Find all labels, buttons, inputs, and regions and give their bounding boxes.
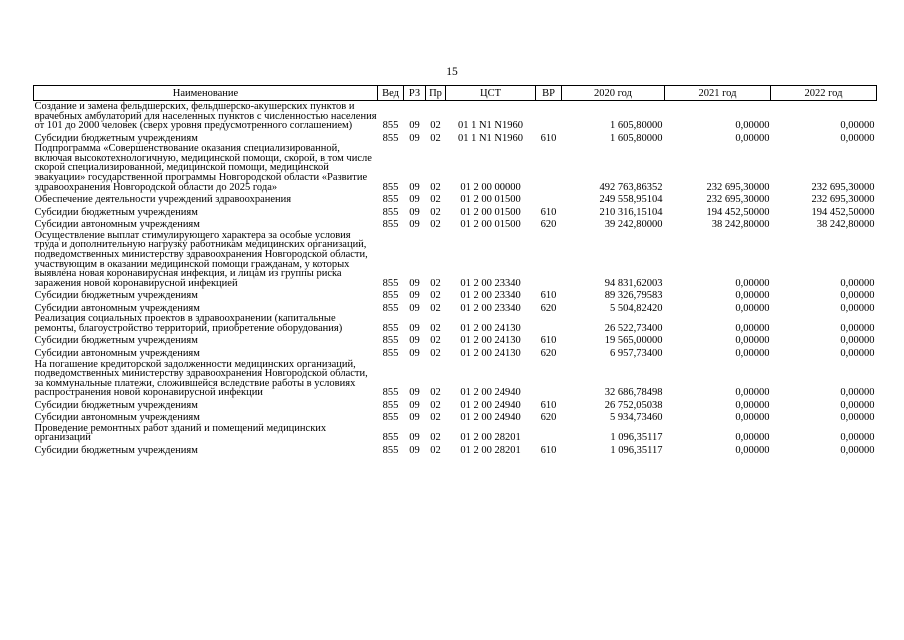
table-row (34, 313, 877, 333)
table-row (34, 443, 877, 456)
row-cst: 01 1 N1 N1960 (457, 132, 524, 144)
row-rz: 09 (409, 302, 420, 314)
row-vr (536, 359, 562, 398)
row-2020: 1 605,80000 (610, 132, 663, 144)
row-2020: 5 504,82420 (610, 302, 663, 314)
table-row (34, 217, 877, 230)
row-2020: 6 957,73400 (610, 347, 663, 359)
row-pr: 02 (430, 302, 441, 314)
row-2022: 0,00000 (840, 444, 875, 456)
page-number: 15 (446, 66, 458, 78)
row-vr (536, 230, 562, 289)
row-2020: 89 326,79583 (604, 290, 663, 302)
row-ved: 855 (382, 322, 399, 334)
row-name: Подпрограмма «Совершенствование оказания специализированной, включая высокотехнологичную, медицинской помощи, скорой, в том числе скорой специализированной, медицинской помощи, медицинской эвакуации» государственной программы Новгородской области «Развитие здравоохранения Новгородской области до 2025 года» (34, 143, 372, 193)
row-rz: 09 (409, 399, 420, 411)
row-name: На погашение кредиторской задолженности медицинских организаций, подведомственных министерству здравоохранения Новгородской области, за коммунальные платежи, сложившейся вследствие работы в условиях распространения новой коронавирусной инфекции (34, 358, 368, 399)
table-row (34, 205, 877, 218)
table-row (34, 101, 877, 131)
table-header-row (34, 86, 877, 101)
row-vr (536, 313, 562, 333)
row-vr (536, 423, 562, 443)
row-2022: 0,00000 (840, 302, 875, 314)
row-vr: 610 (540, 335, 557, 347)
row-rz: 09 (409, 277, 420, 289)
row-pr: 02 (430, 206, 441, 218)
row-2022: 194 452,50000 (811, 206, 875, 218)
row-cst: 01 2 00 01500 (460, 206, 521, 218)
row-vr: 610 (540, 444, 557, 456)
row-pr: 02 (430, 399, 441, 411)
row-ved: 855 (382, 399, 399, 411)
row-name: Субсидии автономным учреждениям (34, 347, 200, 359)
row-ved: 855 (382, 277, 399, 289)
table-row (34, 334, 877, 347)
row-2020: 210 316,15104 (599, 206, 663, 218)
header-2022: 2022 год (771, 86, 877, 101)
row-ved: 855 (382, 432, 399, 444)
row-rz: 09 (409, 219, 420, 231)
row-cst: 01 2 00 24130 (460, 322, 521, 334)
row-ved: 855 (382, 412, 399, 424)
row-rz: 09 (409, 181, 420, 193)
budget-table (33, 85, 877, 456)
row-cst: 01 2 00 24130 (460, 347, 521, 359)
row-2022: 0,00000 (840, 387, 875, 399)
row-name: Субсидии автономным учреждениям (34, 219, 200, 231)
row-rz: 09 (409, 290, 420, 302)
row-ved: 855 (382, 219, 399, 231)
row-name: Субсидии бюджетным учреждениям (34, 206, 198, 218)
row-2021: 38 242,80000 (711, 219, 770, 231)
row-2022: 0,00000 (840, 132, 875, 144)
row-name: Субсидии бюджетным учреждениям (34, 335, 198, 347)
table-row (34, 410, 877, 423)
row-2021: 232 695,30000 (706, 194, 770, 206)
row-ved: 855 (382, 335, 399, 347)
row-2022: 0,00000 (840, 120, 875, 132)
row-pr: 02 (430, 444, 441, 456)
row-ved: 855 (382, 120, 399, 132)
row-2022: 0,00000 (840, 322, 875, 334)
row-2020: 32 686,78498 (604, 387, 663, 399)
row-pr: 02 (430, 219, 441, 231)
row-2022: 0,00000 (840, 277, 875, 289)
row-2022: 0,00000 (840, 290, 875, 302)
row-2020: 1 605,80000 (610, 120, 663, 132)
header-2020: 2020 год (562, 86, 665, 101)
row-pr: 02 (430, 322, 441, 334)
row-pr: 02 (430, 335, 441, 347)
header-rz: РЗ (404, 86, 426, 101)
row-2020: 39 242,80000 (604, 219, 663, 231)
row-2021: 0,00000 (735, 387, 770, 399)
row-rz: 09 (409, 132, 420, 144)
table-row (34, 288, 877, 301)
row-vr (536, 192, 562, 205)
row-vr: 610 (540, 290, 557, 302)
row-name: Субсидии бюджетным учреждениям (34, 399, 198, 411)
row-2021: 0,00000 (735, 277, 770, 289)
row-cst: 01 2 00 28201 (460, 444, 521, 456)
row-vr: 620 (540, 302, 557, 314)
row-cst: 01 2 00 28201 (460, 432, 521, 444)
row-cst: 01 2 00 01500 (460, 194, 521, 206)
row-rz: 09 (409, 206, 420, 218)
row-cst: 01 2 00 23340 (460, 290, 521, 302)
row-name: Субсидии автономным учреждениям (34, 302, 200, 314)
row-name: Субсидии бюджетным учреждениям (34, 132, 198, 144)
row-name: Субсидии автономным учреждениям (34, 412, 200, 424)
row-rz: 09 (409, 194, 420, 206)
row-2021: 0,00000 (735, 120, 770, 132)
row-2021: 0,00000 (735, 302, 770, 314)
row-2020: 1 096,35117 (610, 432, 663, 444)
row-pr: 02 (430, 132, 441, 144)
header-name: Наименование (34, 86, 378, 101)
row-vr: 610 (540, 399, 557, 411)
row-2022: 0,00000 (840, 432, 875, 444)
row-ved: 855 (382, 206, 399, 218)
row-pr: 02 (430, 194, 441, 206)
header-ved: Вед (378, 86, 404, 101)
row-ved: 855 (382, 132, 399, 144)
row-rz: 09 (409, 120, 420, 132)
table-row (34, 398, 877, 411)
table-row (34, 359, 877, 398)
row-vr: 620 (540, 412, 557, 424)
row-ved: 855 (382, 181, 399, 193)
row-cst: 01 2 00 00000 (460, 181, 521, 193)
row-name: Обеспечение деятельности учреждений здравоохранения (34, 194, 292, 206)
row-rz: 09 (409, 412, 420, 424)
row-2020: 19 565,00000 (604, 335, 663, 347)
row-vr (536, 101, 562, 131)
row-2021: 0,00000 (735, 290, 770, 302)
row-name: Реализация социальных проектов в здравоохранении (капитальные ремонты, благоустройство территорий, приобретение оборудования) (34, 313, 343, 334)
row-rz: 09 (409, 432, 420, 444)
row-pr: 02 (430, 181, 441, 193)
row-2021: 0,00000 (735, 399, 770, 411)
row-pr: 02 (430, 347, 441, 359)
row-2020: 5 934,73460 (610, 412, 663, 424)
header-cst: ЦСТ (446, 86, 536, 101)
row-cst: 01 2 00 24940 (460, 412, 521, 424)
row-2021: 0,00000 (735, 347, 770, 359)
row-2022: 38 242,80000 (816, 219, 875, 231)
row-name: Создание и замена фельдшерских, фельдшерско-акушерских пунктов и врачебных амбулаторий для населенных пунктов с численностью населения от 101 до 2000 человек (сверх уровня предусмотренного соглашением) (34, 101, 377, 132)
row-rz: 09 (409, 347, 420, 359)
row-cst: 01 2 00 24940 (460, 399, 521, 411)
row-2021: 232 695,30000 (706, 181, 770, 193)
row-cst: 01 2 00 23340 (460, 277, 521, 289)
row-2022: 0,00000 (840, 399, 875, 411)
row-2021: 0,00000 (735, 132, 770, 144)
row-pr: 02 (430, 412, 441, 424)
header-2021: 2021 год (665, 86, 771, 101)
row-2020: 1 096,35117 (610, 444, 663, 456)
row-2020: 249 558,95104 (599, 194, 663, 206)
row-cst: 01 2 00 24940 (460, 387, 521, 399)
table-row (34, 301, 877, 314)
row-2021: 0,00000 (735, 335, 770, 347)
row-2020: 26 752,05038 (604, 399, 663, 411)
table-row (34, 423, 877, 443)
row-2020: 94 831,62003 (604, 277, 663, 289)
table-row (34, 131, 877, 144)
row-vr (536, 143, 562, 192)
row-2021: 0,00000 (735, 322, 770, 334)
row-ved: 855 (382, 387, 399, 399)
row-2022: 232 695,30000 (811, 181, 875, 193)
row-cst: 01 2 00 01500 (460, 219, 521, 231)
row-2021: 0,00000 (735, 444, 770, 456)
header-vr: ВР (536, 86, 562, 101)
row-cst: 01 2 00 24130 (460, 335, 521, 347)
row-2020: 492 763,86352 (599, 181, 663, 193)
row-pr: 02 (430, 290, 441, 302)
row-2020: 26 522,73400 (604, 322, 663, 334)
row-2021: 0,00000 (735, 412, 770, 424)
row-vr: 620 (540, 347, 557, 359)
row-vr: 610 (540, 132, 557, 144)
row-vr: 620 (540, 219, 557, 231)
row-rz: 09 (409, 322, 420, 334)
row-pr: 02 (430, 120, 441, 132)
row-pr: 02 (430, 277, 441, 289)
row-2022: 0,00000 (840, 347, 875, 359)
row-ved: 855 (382, 444, 399, 456)
table-row (34, 230, 877, 289)
row-cst: 01 1 N1 N1960 (457, 120, 524, 132)
row-ved: 855 (382, 194, 399, 206)
row-2022: 232 695,30000 (811, 194, 875, 206)
row-rz: 09 (409, 335, 420, 347)
row-vr: 610 (540, 206, 557, 218)
row-pr: 02 (430, 387, 441, 399)
row-2022: 0,00000 (840, 335, 875, 347)
row-2022: 0,00000 (840, 412, 875, 424)
row-pr: 02 (430, 432, 441, 444)
row-name: Осуществление выплат стимулирующего характера за особые условия труда и дополнительную нагрузку работникам медицинских организаций, подведомственных министерству здравоохранения Новгородской области, участвующим в оказании медицинской помощи гражданам, у которых выявлена новая коронавирусная инфекция, и лицам из группы риска заражения новой коронавирусной инфекцией (34, 229, 368, 289)
row-cst: 01 2 00 23340 (460, 302, 521, 314)
row-name: Субсидии бюджетным учреждениям (34, 290, 198, 302)
row-ved: 855 (382, 290, 399, 302)
row-ved: 855 (382, 347, 399, 359)
row-name: Субсидии бюджетным учреждениям (34, 444, 198, 456)
row-2021: 0,00000 (735, 432, 770, 444)
row-2021: 194 452,50000 (706, 206, 770, 218)
row-rz: 09 (409, 387, 420, 399)
table-row (34, 192, 877, 205)
row-name: Проведение ремонтных работ зданий и помещений медицинских организаций (34, 422, 327, 444)
header-pr: Пр (426, 86, 446, 101)
row-ved: 855 (382, 302, 399, 314)
table-row (34, 143, 877, 192)
row-rz: 09 (409, 444, 420, 456)
table-row (34, 346, 877, 359)
